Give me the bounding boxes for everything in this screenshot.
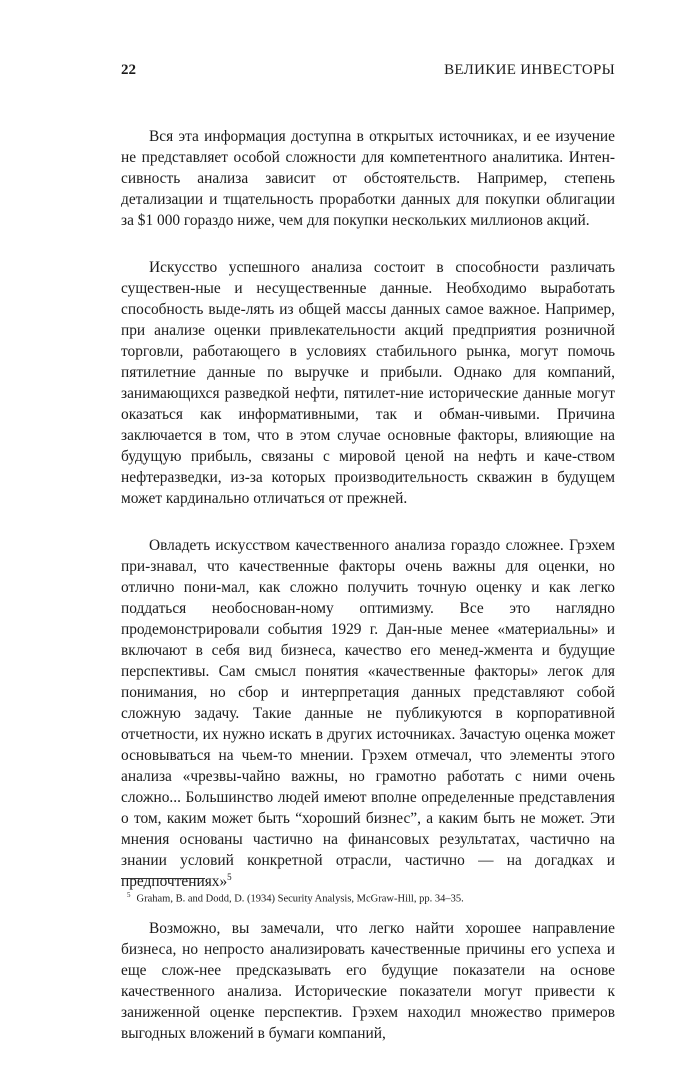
paragraph-2 bbox=[121, 257, 615, 509]
footnote-text: Graham, B. and Dodd, D. (1934) Security Analysis, McGraw-Hill, pp. 34–35. bbox=[136, 893, 464, 905]
footnote bbox=[127, 889, 607, 906]
page-number: 22 bbox=[121, 62, 136, 78]
paragraph-text: Овладеть искусством качественного анализа гораздо сложнее. Грэхем при-знавал, что качественные факторы очень важны для оценки, но отлично пони-мал, как сложно получить точную оценку и как легко поддаться необоснован-ному оптимизму. Все это наглядно продемонстрировали события 1929 г. Дан-ные менее «материальны» и включают в себя вид бизнеса, качество его менед-жмента и будущие перспективы. Сам смысл понятия «качественные факторы» легок для понимания, но сбор и интерпретация данных представляют собой сложную задачу. Такие данные не публикуются в корпоративной отчетности, их нужно искать в других источниках. Зачастую оценка может основываться на чьем-то мнении. Грэхем отмечал, что элементы этого анализа «чрезвы-чайно важны, но грамотно работать с ними очень сложно... Большинство людей имеют вполне определенные представления о том, каким может быть “хороший бизнес”, а каким быть не может. Эти мнения основаны частично на финансовых результатах, частично на знании условий конкретной отрасли, частично — на догадках и предпочтениях» bbox=[121, 537, 615, 890]
paragraph-text: Возможно, вы замечали, что легко найти хорошее направление бизнеса, но непросто анализировать качественные причины его успеха и еще слож-нее предсказывать его будущие показатели на основе качественного анализа. Исторические показатели могут привести к заниженной оценке перспектив. Грэхем находил множество примеров выгодных вложений в бумаги компаний, bbox=[121, 920, 615, 1042]
footnote-reference[interactable]: 5 bbox=[227, 871, 232, 882]
paragraph-text: Искусство успешного анализа состоит в способности различать существен-ные и несущественные данные. Необходимо выработать способность выде-лять из общей массы данных самое важное. Например, при анализе оценки привлекательности акций предприятия розничной торговли, работающего в условиях стабильного рынка, могут помочь пятилетние данные по выручке и прибыли. Однако для компаний, занимающихся разведкой нефти, пятилет-ние исторические данные могут оказаться как информативными, так и обман-чивыми. Причина заключается в том, что в этом случае основные факторы, влияющие на будущую прибыль, связаны с мировой ценой на нефть и каче-ством нефтеразведки, из-за которых производительность скважин в будущем может кардинально отличаться от прежней. bbox=[121, 259, 615, 507]
footnote-divider bbox=[121, 878, 205, 879]
page-header bbox=[121, 62, 615, 86]
footnote-marker: 5 bbox=[127, 891, 131, 899]
body-text bbox=[121, 126, 615, 1070]
paragraph-3 bbox=[121, 535, 615, 892]
paragraph-text: Вся эта информация доступна в открытых источниках, и ее изучение не представляет особой сложности для компетентного аналитика. Интен-сивность анализа зависит от обстоятельств. Например, степень детализации и тщательность проработки данных для покупки облигации за $1 000 гораздо ниже, чем для покупки нескольких миллионов акций. bbox=[121, 128, 615, 229]
running-head: ВЕЛИКИЕ ИНВЕСТОРЫ bbox=[444, 62, 615, 78]
paragraph-4 bbox=[121, 918, 615, 1044]
paragraph-1 bbox=[121, 126, 615, 231]
